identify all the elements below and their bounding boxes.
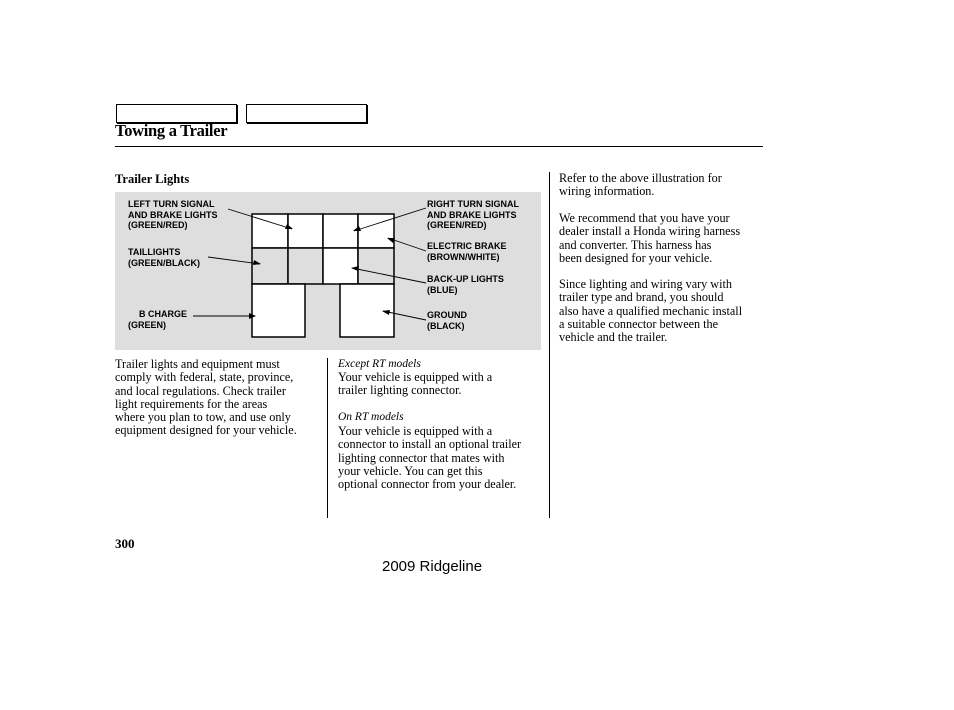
model-footer: 2009 Ridgeline [382,558,483,575]
on-rt-label: On RT models [338,411,404,423]
label-b-charge-line: (GREEN) [128,319,166,330]
pin-right-turn [323,214,358,248]
pin-b-charge [252,284,305,337]
section-heading: Trailer Lights [115,172,190,186]
regulations-paragraph: Trailer lights and equipment must comply with federal, state, province, and local regulations. Check trailer light requirements for the areas where you plan to tow, and use only equipment designed for your vehicle. [115,357,297,438]
except-rt-paragraph: Your vehicle is equipped with a trailer lighting connector. [338,370,493,398]
label-electric-brake: ELECTRIC BRAKE (BROWN/WHITE) [427,241,507,262]
mechanic-install-paragraph: Since lighting and wiring vary with trailer type and brand, you should also have a qualified mechanic install a suitable connector between the vehicle and the trailer. [559,277,743,345]
label-ground: GROUND (BLACK) [427,310,467,331]
label-taillights: TAILLIGHTS (GREEN/BLACK) [128,247,200,268]
page-number: 300 [115,536,135,551]
dealer-install-paragraph: We recommend that you have your dealer install a Honda wiring harness and converter. This harness has been designed for your vehicle. [559,211,741,265]
label-b-charge-text [128,309,187,330]
page-title: Towing a Trailer [115,121,228,140]
pin-taillights [252,248,288,284]
label-left-turn: LEFT TURN SIGNAL AND BRAKE LIGHTS (GREEN/RED) [128,199,218,230]
pin-mid-4 [358,248,394,284]
label-backup: BACK-UP LIGHTS (BLUE) [427,274,504,295]
pin-top-2 [288,214,323,248]
label-b-charge-line: B CHARGE [139,309,188,319]
pin-electric-brake [358,214,394,248]
on-rt-paragraph: Your vehicle is equipped with a connector to install an optional trailer lighting connector that mates with your vehicle. You can get this optional connector from your dealer. [338,424,522,492]
label-right-turn: RIGHT TURN SIGNAL AND BRAKE LIGHTS (GREEN/RED) [427,199,519,230]
pin-left-turn [252,214,288,248]
pin-ground [340,284,394,337]
pin-mid-2 [288,248,323,284]
except-rt-label: Except RT models [338,358,421,370]
pin-backup [323,248,358,284]
illustration-reference-paragraph: Refer to the above illustration for wiring information. [559,171,722,199]
